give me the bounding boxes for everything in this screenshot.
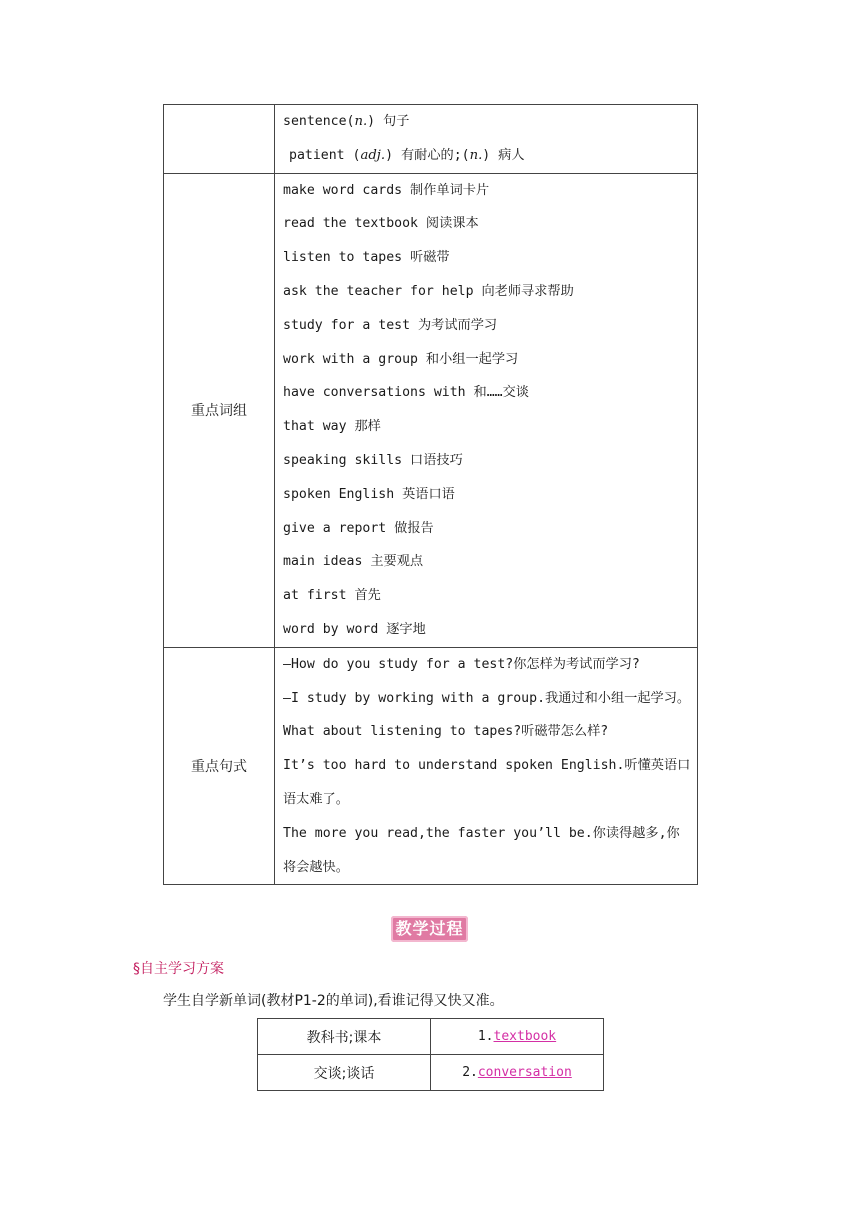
answer-word: textbook: [493, 1029, 557, 1044]
sentence-item: 语太难了。: [283, 791, 349, 807]
instruction-paragraph: 学生自学新单词(教材P1-2的单词),看谁记得又快又准。: [163, 993, 504, 1009]
vocab-exercise-row: [258, 1055, 604, 1091]
vocab-category-cell: [164, 105, 275, 174]
entry-text: ) 有耐心的;(: [385, 147, 470, 163]
key-points-table: [163, 104, 698, 885]
phrase-item: study for a test 为考试而学习: [283, 317, 498, 333]
phrase-item: listen to tapes 听磁带: [283, 250, 450, 266]
answer-number: 1.: [477, 1029, 494, 1044]
section-subheading: §自主学习方案: [133, 961, 224, 977]
phrase-item: read the textbook 阅读课本: [283, 216, 479, 232]
vocab-entry: [283, 139, 691, 173]
phrase-item: that way 那样: [283, 419, 381, 435]
part-of-speech: adj.: [360, 147, 386, 163]
vocab-exercise-table: [257, 1018, 604, 1091]
phrases-category-label: 重点词组: [164, 173, 275, 647]
sentences-row: [164, 647, 698, 885]
phrase-item: make word cards 制作单词卡片: [283, 182, 490, 198]
sentence-item: 将会越快。: [283, 859, 349, 875]
chinese-term: 教科书;课本: [258, 1019, 431, 1055]
answer-number: 2.: [462, 1065, 478, 1080]
entry-text: patient (: [289, 147, 361, 163]
phrase-item: at first 首先: [283, 588, 381, 604]
vocab-content-cell: [275, 105, 698, 174]
phrase-item: main ideas 主要观点: [283, 554, 424, 570]
sentence-item: The more you read,the faster you’ll be.你读得越多,你: [283, 825, 680, 841]
answer-cell: [431, 1019, 604, 1055]
sentence-item: It’s too hard to understand spoken English.听懂英语口: [283, 758, 691, 774]
answer-cell: [431, 1055, 604, 1091]
entry-text: sentence(: [283, 114, 355, 129]
sentence-item: —How do you study for a test?你怎样为考试而学习?: [283, 656, 640, 672]
sentences-category-label: 重点句式: [164, 647, 275, 885]
phrases-row: [164, 173, 698, 647]
phrase-item: work with a group 和小组一起学习: [283, 351, 519, 367]
entry-text: ) 病人: [482, 147, 525, 163]
vocab-entry: [283, 105, 691, 139]
sentences-list: [275, 647, 698, 885]
phrase-item: spoken English 英语口语: [283, 486, 455, 502]
phrase-item: have conversations with 和……交谈: [283, 385, 529, 401]
vocab-exercise-row: [258, 1019, 604, 1055]
phrases-list: [275, 173, 698, 647]
entry-text: ) 句子: [367, 114, 410, 129]
part-of-speech: n.: [354, 114, 368, 129]
sentence-item: —I study by working with a group.我通过和小组一起学习。: [283, 690, 691, 706]
phrase-item: give a report 做报告: [283, 520, 434, 536]
phrase-item: word by word 逐字地: [283, 621, 426, 637]
section-badge: 教学过程: [391, 916, 468, 942]
phrase-item: ask the teacher for help 向老师寻求帮助: [283, 283, 574, 299]
vocab-row: [164, 105, 698, 174]
part-of-speech: n.: [469, 147, 483, 163]
sentence-item: What about listening to tapes?听磁带怎么样?: [283, 724, 609, 740]
phrase-item: speaking skills 口语技巧: [283, 452, 463, 468]
answer-word: conversation: [477, 1065, 572, 1080]
chinese-term: 交谈;谈话: [258, 1055, 431, 1091]
